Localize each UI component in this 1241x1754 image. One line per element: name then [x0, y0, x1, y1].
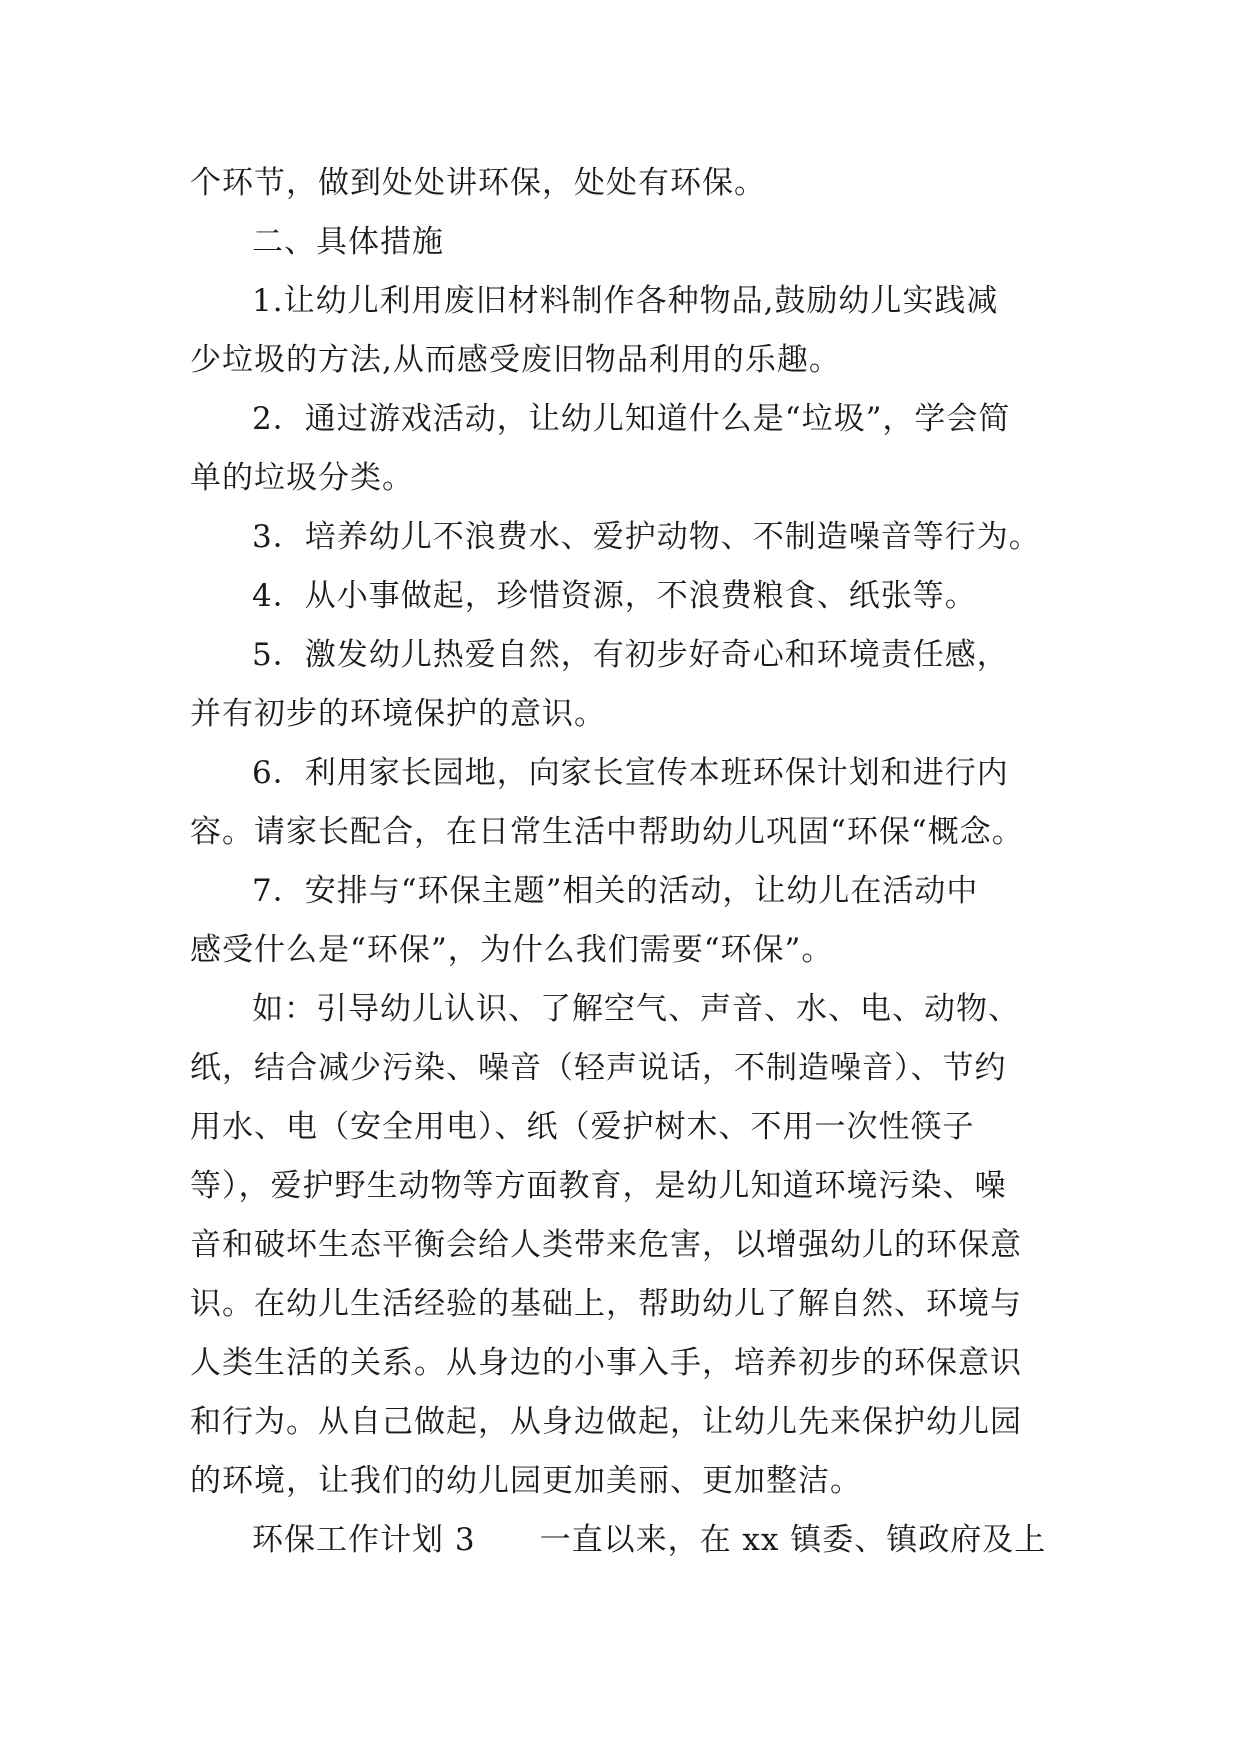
text-line: 识。在幼儿生活经验的基础上，帮助幼儿了解自然、环境与 — [190, 1286, 1022, 1322]
text-line: 的环境，让我们的幼儿园更加美丽、更加整洁。 — [190, 1463, 862, 1499]
text-line: 单的垃圾分类。 — [190, 460, 414, 496]
text-line: 2．通过游戏活动，让幼儿知道什么是“垃圾”，学会简 — [252, 401, 1011, 437]
text-line: 和行为。从自己做起，从身边做起，让幼儿先来保护幼儿园 — [190, 1404, 1022, 1440]
text-line: 感受什么是“环保”，为什么我们需要“环保”。 — [190, 932, 834, 968]
text-line: 6．利用家长园地，向家长宣传本班环保计划和进行内 — [252, 755, 1009, 791]
text-line: 如：引导幼儿认识、了解空气、声音、水、电、动物、 — [252, 991, 1020, 1027]
text-line: 5．激发幼儿热爱自然，有初步好奇心和环境责任感， — [252, 637, 1009, 673]
text-line: 个环节，做到处处讲环保，处处有环保。 — [190, 165, 766, 201]
text-line: 音和破坏生态平衡会给人类带来危害，以增强幼儿的环保意 — [190, 1227, 1022, 1263]
text-line: 7．安排与“环保主题”相关的活动，让幼儿在活动中 — [252, 873, 979, 909]
text-line: 等），爱护野生动物等方面教育，是幼儿知道环境污染、噪 — [190, 1168, 1007, 1204]
text-line: 3．培养幼儿不浪费水、爱护动物、不制造噪音等行为。 — [252, 519, 1041, 555]
text-line: 1.让幼儿利用废旧材料制作各种物品,鼓励幼儿实践减 — [252, 283, 999, 319]
text-line: 环保工作计划 3 一直以来，在 xx 镇委、镇政府及上 — [252, 1522, 1047, 1558]
text-line: 纸，结合减少污染、噪音（轻声说话，不制造噪音）、节约 — [190, 1050, 1007, 1086]
text-line: 容。请家长配合，在日常生活中帮助幼儿巩固“环保“概念。 — [190, 814, 1024, 850]
text-line: 并有初步的环境保护的意识。 — [190, 696, 606, 732]
text-line: 少垃圾的方法,从而感受废旧物品利用的乐趣。 — [190, 342, 841, 378]
text-line: 用水、电（安全用电）、纸（爱护树木、不用一次性筷子 — [190, 1109, 975, 1145]
section-heading: 二、具体措施 — [252, 224, 444, 260]
text-line: 人类生活的关系。从身边的小事入手，培养初步的环保意识 — [190, 1345, 1022, 1381]
text-line: 4．从小事做起，珍惜资源，不浪费粮食、纸张等。 — [252, 578, 977, 614]
